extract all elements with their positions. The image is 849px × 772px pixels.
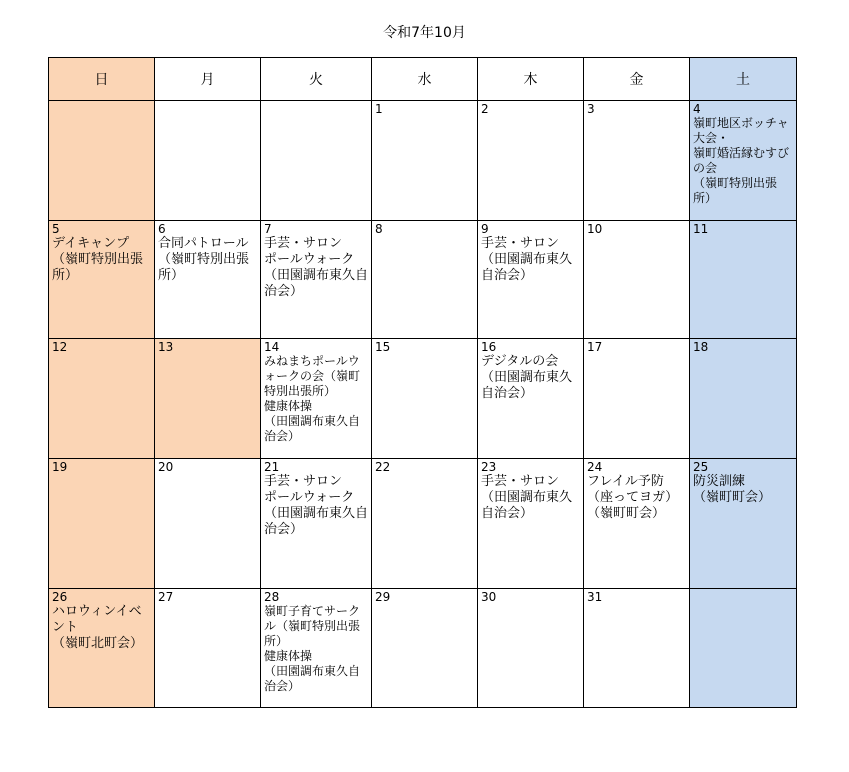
day-number: 4	[693, 102, 701, 116]
day-number: 22	[375, 460, 391, 474]
day-events: 手芸・サロン ポールウォーク （田園調布東久自治会）	[264, 474, 369, 537]
day-number: 1	[375, 102, 383, 116]
day-number: 12	[52, 340, 68, 354]
day-cell	[155, 459, 261, 589]
day-cell	[478, 339, 584, 459]
day-cell	[478, 221, 584, 339]
day-cell	[49, 339, 155, 459]
day-cell	[478, 101, 584, 221]
weekday-sat: 土	[690, 58, 797, 101]
weekday-header-row	[49, 58, 797, 101]
day-cell	[584, 101, 690, 221]
day-number: 3	[587, 102, 595, 116]
day-number: 14	[264, 340, 280, 354]
calendar-title: 令和7年10月	[383, 25, 466, 41]
day-cell	[155, 221, 261, 339]
day-cell	[261, 339, 372, 459]
day-events: 手芸・サロン ポールウォーク （田園調布東久自治会）	[264, 236, 369, 299]
day-cell	[690, 459, 797, 589]
day-number: 23	[481, 460, 497, 474]
day-number: 15	[375, 340, 391, 354]
day-number: 19	[52, 460, 68, 474]
day-events: デイキャンプ （嶺町特別出張所）	[52, 236, 144, 283]
day-cell	[372, 459, 478, 589]
weekday-fri: 金	[584, 58, 690, 101]
day-number: 21	[264, 460, 280, 474]
day-cell	[478, 589, 584, 708]
day-cell	[49, 459, 155, 589]
weekday-thu: 木	[478, 58, 584, 101]
day-events: 手芸・サロン （田園調布東久自治会）	[481, 474, 573, 521]
day-events: 嶺町子育てサークル（嶺町特別出張所） 健康体操 （田園調布東久自治会）	[264, 604, 361, 693]
day-number: 11	[693, 222, 709, 236]
day-number: 26	[52, 590, 68, 604]
day-events: 嶺町地区ボッチャ大会・ 嶺町婚活縁むすびの会 （嶺町特別出張所）	[693, 116, 790, 205]
day-number: 7	[264, 222, 272, 236]
day-number: 29	[375, 590, 391, 604]
day-cell	[49, 589, 155, 708]
week-row	[49, 459, 797, 589]
day-cell	[690, 339, 797, 459]
day-cell	[49, 101, 155, 221]
day-cell	[261, 221, 372, 339]
day-cell	[261, 459, 372, 589]
weekday-tue: 火	[261, 58, 372, 101]
day-events: みねまちポールウォークの会（嶺町特別出張所） 健康体操 （田園調布東久自治会）	[264, 354, 361, 443]
day-number: 2	[481, 102, 489, 116]
day-events: デジタルの会 （田園調布東久自治会）	[481, 354, 573, 401]
weekday-wed: 水	[372, 58, 478, 101]
day-cell	[261, 101, 372, 221]
day-number: 16	[481, 340, 497, 354]
day-cell	[372, 589, 478, 708]
day-events: フレイル予防 （座ってヨガ） （嶺町町会）	[587, 474, 679, 521]
week-row	[49, 589, 797, 708]
day-cell	[155, 589, 261, 708]
day-number: 28	[264, 590, 280, 604]
day-number: 6	[158, 222, 166, 236]
day-events: ハロウィンイベント （嶺町北町会）	[52, 604, 144, 651]
day-number: 30	[481, 590, 497, 604]
day-cell	[372, 339, 478, 459]
day-number: 18	[693, 340, 709, 354]
day-cell	[372, 101, 478, 221]
day-cell	[690, 589, 797, 708]
day-events: 合同パトロール （嶺町特別出張所）	[158, 236, 250, 283]
day-number: 5	[52, 222, 60, 236]
day-cell	[155, 101, 261, 221]
day-cell	[372, 221, 478, 339]
day-events: 手芸・サロン （田園調布東久自治会）	[481, 236, 573, 283]
day-number: 20	[158, 460, 174, 474]
day-number: 31	[587, 590, 603, 604]
day-cell	[261, 589, 372, 708]
week-row	[49, 339, 797, 459]
week-row	[49, 101, 797, 221]
day-cell-holiday	[155, 339, 261, 459]
week-row	[49, 221, 797, 339]
day-cell	[49, 221, 155, 339]
day-events: 防災訓練 （嶺町町会）	[693, 474, 772, 505]
day-cell	[584, 459, 690, 589]
day-number: 25	[693, 460, 709, 474]
day-cell	[584, 221, 690, 339]
weekday-sun: 日	[49, 58, 155, 101]
day-number: 24	[587, 460, 603, 474]
weekday-mon: 月	[155, 58, 261, 101]
day-cell	[478, 459, 584, 589]
day-cell	[690, 101, 797, 221]
calendar-table	[48, 57, 797, 708]
day-number: 9	[481, 222, 489, 236]
day-number: 13	[158, 340, 174, 354]
day-number: 8	[375, 222, 383, 236]
day-cell	[584, 339, 690, 459]
day-number: 27	[158, 590, 174, 604]
day-cell	[584, 589, 690, 708]
day-number: 17	[587, 340, 603, 354]
day-cell	[690, 221, 797, 339]
day-number: 10	[587, 222, 603, 236]
